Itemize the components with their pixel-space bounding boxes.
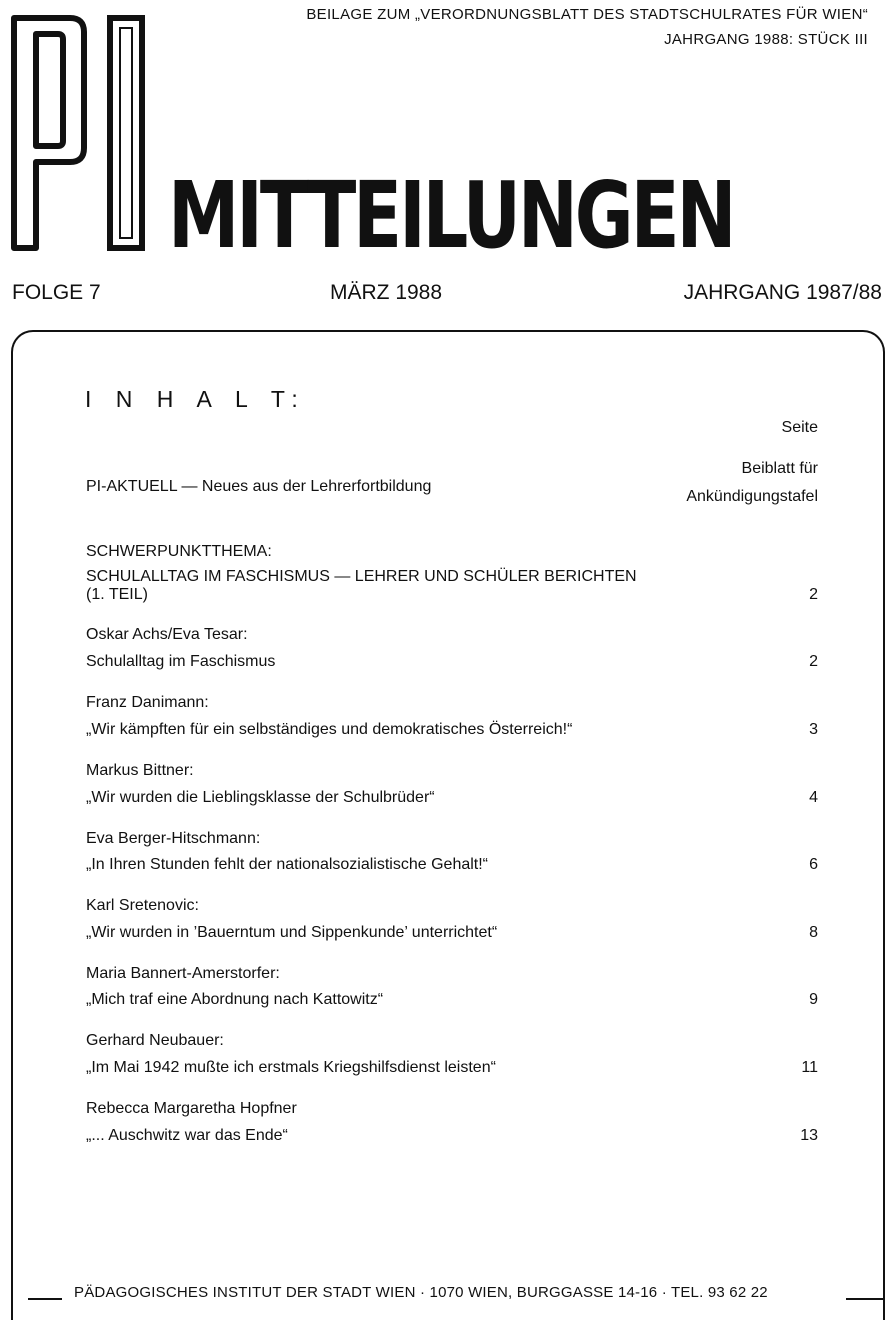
pi-logo xyxy=(10,10,150,255)
focus-page: 2 xyxy=(809,586,818,603)
article-page: 8 xyxy=(809,924,818,941)
article-author: Markus Bittner: xyxy=(86,762,194,779)
page-column-label: Seite xyxy=(781,419,818,436)
masthead-title: MITTEILUNGEN xyxy=(168,162,734,269)
article-title: „Wir wurden in ’Bauerntum und Sippenkunde’ unterrichtet“ xyxy=(86,924,498,941)
article-author: Rebecca Margaretha Hopfner xyxy=(86,1100,297,1117)
article-title: Schulalltag im Faschismus xyxy=(86,653,276,670)
article-author: Eva Berger-Hitschmann: xyxy=(86,830,261,847)
intro-page-line2: Ankündigungstafel xyxy=(686,488,818,505)
article-title: „Wir kämpften für ein selbständiges und demokratisches Österreich!“ xyxy=(86,721,573,738)
article-title: „Mich traf eine Abordnung nach Kattowitz“ xyxy=(86,991,384,1008)
article-page: 11 xyxy=(801,1059,818,1076)
article-author: Franz Danimann: xyxy=(86,694,209,711)
issue-date: MÄRZ 1988 xyxy=(330,281,443,304)
publisher-footer: PÄDAGOGISCHES INSTITUT DER STADT WIEN · 1070 WIEN, BURGGASSE 14-16 · TEL. 93 62 22 xyxy=(70,1284,772,1301)
article-title: „In Ihren Stunden fehlt der nationalsozialistische Gehalt!“ xyxy=(86,856,489,873)
article-author: Maria Bannert-Amerstorfer: xyxy=(86,965,280,982)
article-title: „... Auschwitz war das Ende“ xyxy=(86,1127,288,1144)
article-page: 2 xyxy=(809,653,818,670)
article-page: 4 xyxy=(809,789,818,806)
article-page: 6 xyxy=(809,856,818,873)
article-author: Karl Sretenovic: xyxy=(86,897,199,914)
intro-entry-title: PI-AKTUELL — Neues aus der Lehrerfortbildung xyxy=(86,478,432,495)
article-author: Oskar Achs/Eva Tesar: xyxy=(86,626,248,643)
focus-title-line1: SCHULALLTAG IM FASCHISMUS — LEHRER UND SCHÜLER BERICHTEN xyxy=(86,568,637,585)
intro-entry-page xyxy=(686,455,818,511)
article-page: 9 xyxy=(809,991,818,1008)
contents-heading: I N H A L T: xyxy=(85,386,307,412)
issue-volume: JAHRGANG 1987/88 xyxy=(683,281,882,304)
intro-page-line1: Beiblatt für xyxy=(741,460,818,477)
article-title: „Im Mai 1942 mußte ich erstmals Kriegshilfsdienst leisten“ xyxy=(86,1059,496,1076)
article-title: „Wir wurden die Lieblingsklasse der Schulbrüder“ xyxy=(86,789,435,806)
article-page: 13 xyxy=(800,1127,818,1144)
focus-title-line2: (1. TEIL) xyxy=(86,586,148,603)
issue-number: FOLGE 7 xyxy=(12,281,101,304)
article-page: 3 xyxy=(809,721,818,738)
article-author: Gerhard Neubauer: xyxy=(86,1032,224,1049)
supplement-note: BEILAGE ZUM „VERORDNUNGSBLATT DES STADTSCHULRATES FÜR WIEN“ xyxy=(306,6,868,23)
focus-label: SCHWERPUNKTTHEMA: xyxy=(86,543,272,560)
volume-note: JAHRGANG 1988: STÜCK III xyxy=(664,31,868,48)
